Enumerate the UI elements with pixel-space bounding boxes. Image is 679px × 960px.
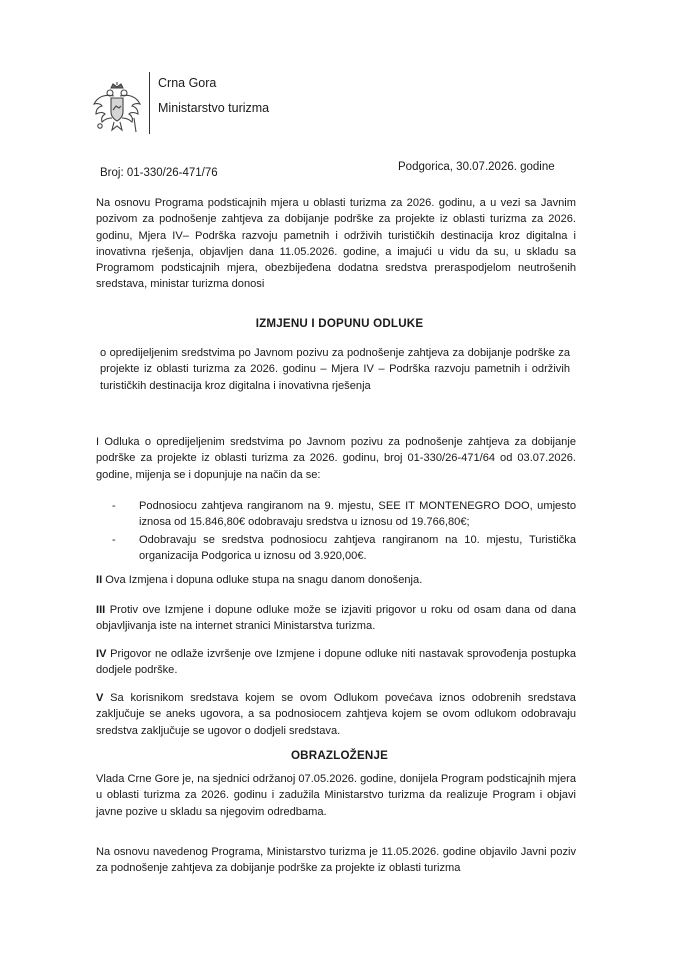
explanation-paragraph-2: Na osnovu navedenog Programa, Ministarstvo turizma je 11.05.2026. godine objavilo Javni poziv za podnošenje zahtjeva za dobijanje podrške za projekte iz oblasti turizma (96, 846, 576, 875)
place-and-date: Podgorica, 30.07.2026. godine (398, 161, 555, 173)
section-1-bullet-list (112, 498, 576, 565)
explanation-paragraph-1: Vlada Crne Gore je, na sjednici održanoj 07.05.2026. godine, donijela Program podsticajnih mjera u oblasti turizma za 2026. godinu i zadužila Ministarstvo turizma da realizuje Program i objavi javne pozive u skladu sa njegovim odredbama. (96, 773, 576, 818)
section-5-text: Sa korisnikom sredstava kojem se ovom Odlukom povećava iznos odobrenih sredstava zaključuje se aneks ugovora, a sa podnosiocem zahtjeva kojem se ovom odlukom odobravaju sredstva zaključuje se ugovor o dodjeli sredstava. (96, 692, 576, 737)
section-4 (96, 646, 576, 679)
bullet-dash: - (112, 533, 116, 546)
list-item (112, 532, 576, 565)
bullet-dash: - (112, 500, 116, 512)
section-3-text: Protiv ove Izmjene i dopune odluke može se izjaviti prigovor u roku od osam dana od dana objavljivanja iste na internet stranici Ministarstva turizma. (96, 604, 576, 633)
section-5 (96, 690, 576, 739)
decision-subtitle: o opredijeljenim sredstvima po Javnom pozivu za podnošenje zahtjeva za dobijanje podrške za projekte iz oblasti turizma za 2026. godinu – Mjera IV – Podrška razvoju pametnih i održivih turističkih destinacija kroz digitalna i inovativna rješenja (100, 347, 570, 392)
section-2 (96, 572, 576, 588)
explanation-title: OBRAZLOŽENJE (290, 749, 389, 762)
section-1-text: Odluka o opredijeljenim sredstvima po Javnom pozivu za podnošenje zahtjeva za dobijanje podrške za projekte iz oblasti turizma za 2026. godinu, broj 01-330/26-471/64 od 03.07.2026. godine, mijenja se i dopunjuje na način da se: (96, 436, 576, 481)
ministry-name: Ministarstvo turizma (158, 101, 270, 115)
list-item-text: Odobravaju se sredstva podnosiocu zahtjeva rangiranom na 10. mjestu, Turistička organizacija Podgorica u iznosu od 3.920,00€. (139, 533, 576, 562)
section-1-numeral: I (96, 436, 100, 448)
section-2-text: Ova Izmjena i dopuna odluke stupa na snagu danom donošenja. (105, 574, 423, 586)
list-item (112, 498, 576, 531)
section-5-numeral: V (96, 692, 104, 704)
section-3 (96, 602, 576, 635)
section-1 (96, 434, 576, 483)
section-4-numeral: IV (96, 648, 107, 660)
section-2-numeral: II (96, 574, 103, 586)
section-4-text: Prigovor ne odlaže izvršenje ove Izmjene i dopune odluke niti nastavak sprovođenja postupka dodjele podrške. (96, 648, 576, 677)
decision-title: IZMJENU I DOPUNU ODLUKE (255, 317, 424, 330)
letterhead-divider (149, 72, 150, 134)
list-item-text: Podnosiocu zahtjeva rangiranom na 9. mjestu, SEE IT MONTENEGRO DOO, umjesto iznosa od 15.846,80€ odobravaju sredstva u iznosu od 19.766,80€; (139, 500, 576, 529)
document-number: Broj: 01-330/26-471/76 (100, 167, 218, 179)
preamble-paragraph: Na osnovu Programa podsticajnih mjera u oblasti turizma za 2026. godinu, a u vezi sa Javnim pozivom za podnošenje zahtjeva za dobijanje podrške za projekte iz oblasti turizma za 2026. godinu, Mjera IV– Podrška razvoju pametnih i održivih turističkih destinacija kroz digitalna i inovativna rješenja, objavljen dana 11.05.2026. godine, a imajući u vidu da su, u skladu sa Programom podsticajnih mjera, obezbijeđena dodatna sredstva preraspodjelom neutrošenih sredstava, ministar turizma donosi (96, 197, 576, 291)
country-name: Crna Gora (158, 76, 217, 90)
coat-of-arms-icon (92, 82, 142, 138)
section-3-numeral: III (96, 604, 106, 616)
